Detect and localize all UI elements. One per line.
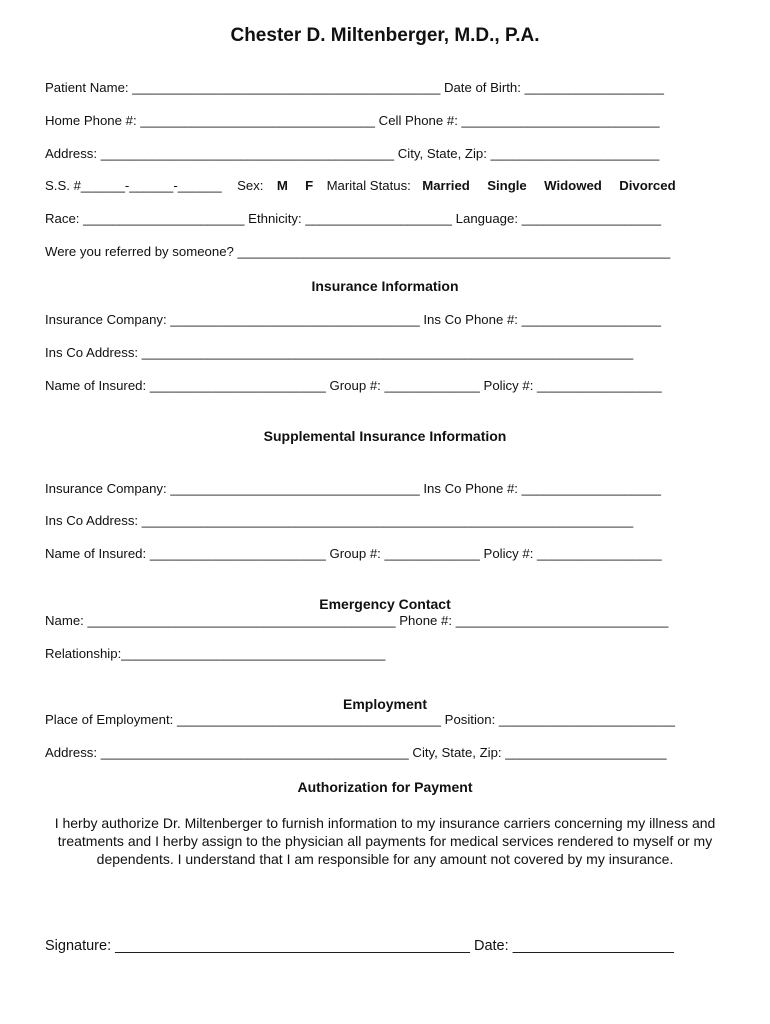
supp-address-label: Ins Co Address: (45, 513, 142, 528)
employment-heading: Employment (342, 696, 427, 712)
address-field[interactable]: ________________________________________ (100, 146, 395, 161)
supp-phone-label: Ins Co Phone #: (419, 481, 522, 496)
emergency-phone-field[interactable]: _____________________________ (455, 613, 669, 628)
sex-label: Sex: (237, 178, 264, 193)
marital-option-married[interactable]: Married (422, 178, 470, 193)
ss-label: S.S. # (45, 178, 81, 193)
supp-company-field[interactable]: __________________________________ (170, 481, 420, 496)
relationship-label: Relationship: (45, 646, 122, 661)
authorization-heading: Authorization for Payment (297, 779, 473, 795)
city-state-zip-field[interactable]: _______________________ (490, 146, 660, 161)
marital-option-divorced[interactable]: Divorced (619, 178, 676, 193)
city-state-zip-label: City, State, Zip: (394, 146, 491, 161)
language-field[interactable]: ___________________ (521, 211, 662, 226)
page-title: Chester D. Miltenberger, M.D., P.A. (230, 25, 540, 46)
ins-co-address-field[interactable]: ___________________________________________________________________ (141, 345, 634, 360)
supp-address-field[interactable]: ___________________________________________________________________ (141, 513, 634, 528)
dob-field[interactable]: ___________________ (524, 80, 664, 95)
employment-city-label: City, State, Zip: (408, 745, 506, 760)
emergency-name-row (45, 613, 668, 629)
supp-insured-row (45, 546, 662, 562)
insured-row (45, 378, 662, 394)
employment-address-field[interactable]: __________________________________________ (100, 745, 409, 760)
supp-company-label: Insurance Company: (45, 481, 171, 496)
sex-option-m[interactable]: M (276, 178, 288, 193)
employment-place-row (45, 712, 675, 728)
authorization-text: I herby authorize Dr. Miltenberger to furnish information to my insurance carriers concerning my illness and treatments and I herby assign to the physician all payments for medical services rendered to myself or my dependents. I understand that I am responsible for any amount not covered by my insurance. (54, 815, 716, 867)
marital-option-widowed[interactable]: Widowed (544, 178, 602, 193)
signature-row (45, 938, 674, 954)
signature-field[interactable]: ____________________________________________ (115, 938, 470, 954)
insured-name-label: Name of Insured: (45, 378, 150, 393)
supp-group-label: Group #: (325, 546, 385, 561)
ss-sex-marital-row (45, 178, 676, 194)
group-label: Group #: (325, 378, 385, 393)
emergency-name-label: Name: (45, 613, 88, 628)
race-label: Race: (45, 211, 84, 226)
supp-insured-label: Name of Insured: (45, 546, 150, 561)
patient-name-label: Patient Name: (45, 80, 133, 95)
ethnicity-field[interactable]: ____________________ (305, 211, 453, 226)
employment-address-row (45, 745, 667, 761)
employment-place-field[interactable]: ____________________________________ (176, 712, 441, 727)
ins-co-address-label: Ins Co Address: (45, 345, 142, 360)
insured-name-field[interactable]: ________________________ (149, 378, 326, 393)
insurance-heading: Insurance Information (311, 278, 459, 294)
patient-name-row (45, 80, 664, 96)
relationship-field[interactable]: ____________________________________ (121, 646, 386, 661)
policy-field[interactable]: _________________ (537, 378, 662, 393)
supp-group-field[interactable]: _____________ (384, 546, 480, 561)
employment-place-label: Place of Employment: (45, 712, 177, 727)
home-phone-field[interactable]: ________________________________ (140, 113, 376, 128)
cell-phone-label: Cell Phone #: (375, 113, 462, 128)
supp-policy-field[interactable]: _________________ (537, 546, 662, 561)
supplemental-heading: Supplemental Insurance Information (263, 428, 507, 444)
race-field[interactable]: ______________________ (83, 211, 245, 226)
emergency-phone-label: Phone #: (395, 613, 456, 628)
insurance-company-row (45, 312, 661, 328)
dob-label: Date of Birth: (440, 80, 525, 95)
supp-phone-field[interactable]: ___________________ (521, 481, 661, 496)
supp-insured-field[interactable]: ________________________ (149, 546, 326, 561)
patient-name-field[interactable]: __________________________________________ (132, 80, 441, 95)
address-label: Address: (45, 146, 101, 161)
insurance-company-label: Insurance Company: (45, 312, 171, 327)
position-label: Position: (440, 712, 499, 727)
ins-co-phone-field[interactable]: ___________________ (521, 312, 661, 327)
position-field[interactable]: ________________________ (498, 712, 675, 727)
signature-label: Signature: (45, 938, 116, 954)
ins-co-address-row (45, 345, 633, 361)
group-field[interactable]: _____________ (384, 378, 480, 393)
marital-option-single[interactable]: Single (487, 178, 527, 193)
phone-row (45, 113, 660, 129)
ins-co-phone-label: Ins Co Phone #: (419, 312, 522, 327)
supp-address-row (45, 513, 633, 529)
emergency-heading: Emergency Contact (319, 596, 451, 612)
home-phone-label: Home Phone #: (45, 113, 141, 128)
marital-status-label: Marital Status: (326, 178, 411, 193)
supp-policy-label: Policy #: (479, 546, 538, 561)
employment-address-label: Address: (45, 745, 101, 760)
sex-option-f[interactable]: F (305, 178, 314, 193)
cell-phone-field[interactable]: ___________________________ (461, 113, 660, 128)
signature-date-label: Date: (469, 938, 513, 954)
address-row (45, 146, 659, 162)
supp-company-row (45, 481, 661, 497)
race-row (45, 211, 661, 227)
referred-label: Were you referred by someone? (45, 244, 238, 259)
referred-field[interactable]: ___________________________________________________________ (237, 244, 671, 259)
emergency-name-field[interactable]: __________________________________________ (87, 613, 396, 628)
insurance-company-field[interactable]: __________________________________ (170, 312, 420, 327)
policy-label: Policy #: (479, 378, 538, 393)
ss-field[interactable]: ______-______-______ (80, 178, 222, 193)
relationship-row (45, 646, 385, 662)
employment-city-field[interactable]: ______________________ (505, 745, 667, 760)
signature-date-field[interactable]: ____________________ (512, 938, 674, 954)
language-label: Language: (452, 211, 522, 226)
referred-row (45, 244, 670, 260)
ethnicity-label: Ethnicity: (244, 211, 306, 226)
